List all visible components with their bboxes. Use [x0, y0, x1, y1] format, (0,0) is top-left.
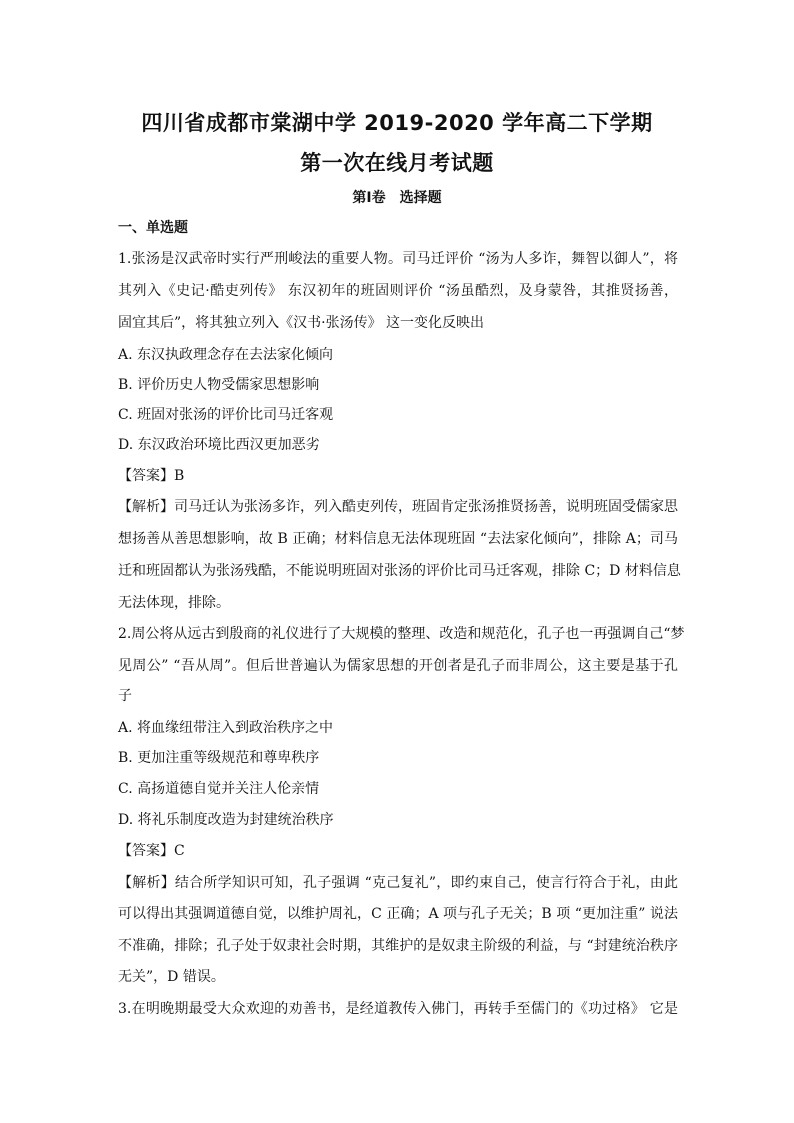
- q1-stem-line: 固宜其后”，将其独立列入《汉书·张汤传》 这一变化反映出: [118, 315, 485, 331]
- q2-stem-line: 2.周公将从远古到殷商的礼仪进行了大规模的整理、改造和规范化，孔子也一再强调自己“梦: [118, 626, 685, 642]
- q2-analysis-line: 不准确，排除；孔子处于奴隶社会时期，其维护的是奴隶主阶级的利益，与 “封建统治秩序: [118, 938, 678, 954]
- section-heading: 第Ⅰ卷 选择题: [352, 190, 442, 206]
- q2-option-a: A. 将血缘纽带注入到政治秩序之中: [118, 720, 334, 736]
- q2-answer: 【答案】C: [118, 843, 185, 859]
- q1-answer: 【答案】B: [118, 468, 185, 484]
- document-subtitle: 第一次在线月考试题: [300, 151, 494, 175]
- q2-analysis-line: 可以得出其强调道德自觉，以维护周礼，C 正确；A 项与孔子无关；B 项 “更加注重” 说法: [118, 906, 678, 922]
- q2-option-b: B. 更加注重等级规范和尊卑秩序: [118, 750, 320, 766]
- q1-analysis-line: 想扬善从善思想影响，故 B 正确；材料信息无法体现班固 “去法家化倾向”，排除 A；司马: [118, 531, 678, 547]
- q1-option-d: D. 东汉政治环境比西汉更加恶劣: [118, 437, 320, 453]
- document-title: 四川省成都市棠湖中学 2019-2020 学年高二下学期: [141, 111, 653, 135]
- q1-option-a: A. 东汉执政理念存在去法家化倾向: [118, 347, 334, 363]
- q1-option-b: B. 评价历史人物受儒家思想影响: [118, 377, 320, 393]
- q2-option-c: C. 高扬道德自觉并关注人伦亲情: [118, 781, 320, 797]
- q1-stem-line: 1.张汤是汉武帝时实行严刑峻法的重要人物。司马迁评价 “汤为人多诈，舞智以御人”，将: [118, 251, 678, 267]
- q1-option-c: C. 班固对张汤的评价比司马迁客观: [118, 407, 334, 423]
- q2-stem-line: 见周公” “吾从周”。但后世普遍认为儒家思想的开创者是孔子而非周公，这主要是基于孔: [118, 658, 678, 674]
- q2-option-d: D. 将礼乐制度改造为封建统治秩序: [118, 812, 334, 828]
- q1-analysis-line: 无法体现，排除。: [118, 595, 230, 611]
- part-heading: 一、单选题: [118, 220, 188, 236]
- q2-analysis-line: 无关”，D 错误。: [118, 969, 225, 985]
- q2-analysis-line: 【解析】结合所学知识可知，孔子强调 “克己复礼”，即约束自己，使言行符合于礼，由此: [118, 875, 678, 891]
- q3-stem-line: 3.在明晚期最受大众欢迎的劝善书，是经道教传入佛门，再转手至儒门的《功过格》 它是: [118, 1001, 678, 1017]
- q2-stem-line: 子: [118, 688, 132, 704]
- q1-analysis-line: 迁和班固都认为张汤残酷，不能说明班固对张汤的评价比司马迁客观，排除 C；D 材料信息: [118, 563, 681, 579]
- q1-stem-line: 其列入《史记·酷吏列传》 东汉初年的班固则评价 “汤虽酷烈，及身蒙咎，其推贤扬善，: [118, 283, 678, 299]
- q1-analysis-line: 【解析】司马迁认为张汤多诈，列入酷吏列传，班固肯定张汤推贤扬善，说明班固受儒家思: [118, 499, 678, 515]
